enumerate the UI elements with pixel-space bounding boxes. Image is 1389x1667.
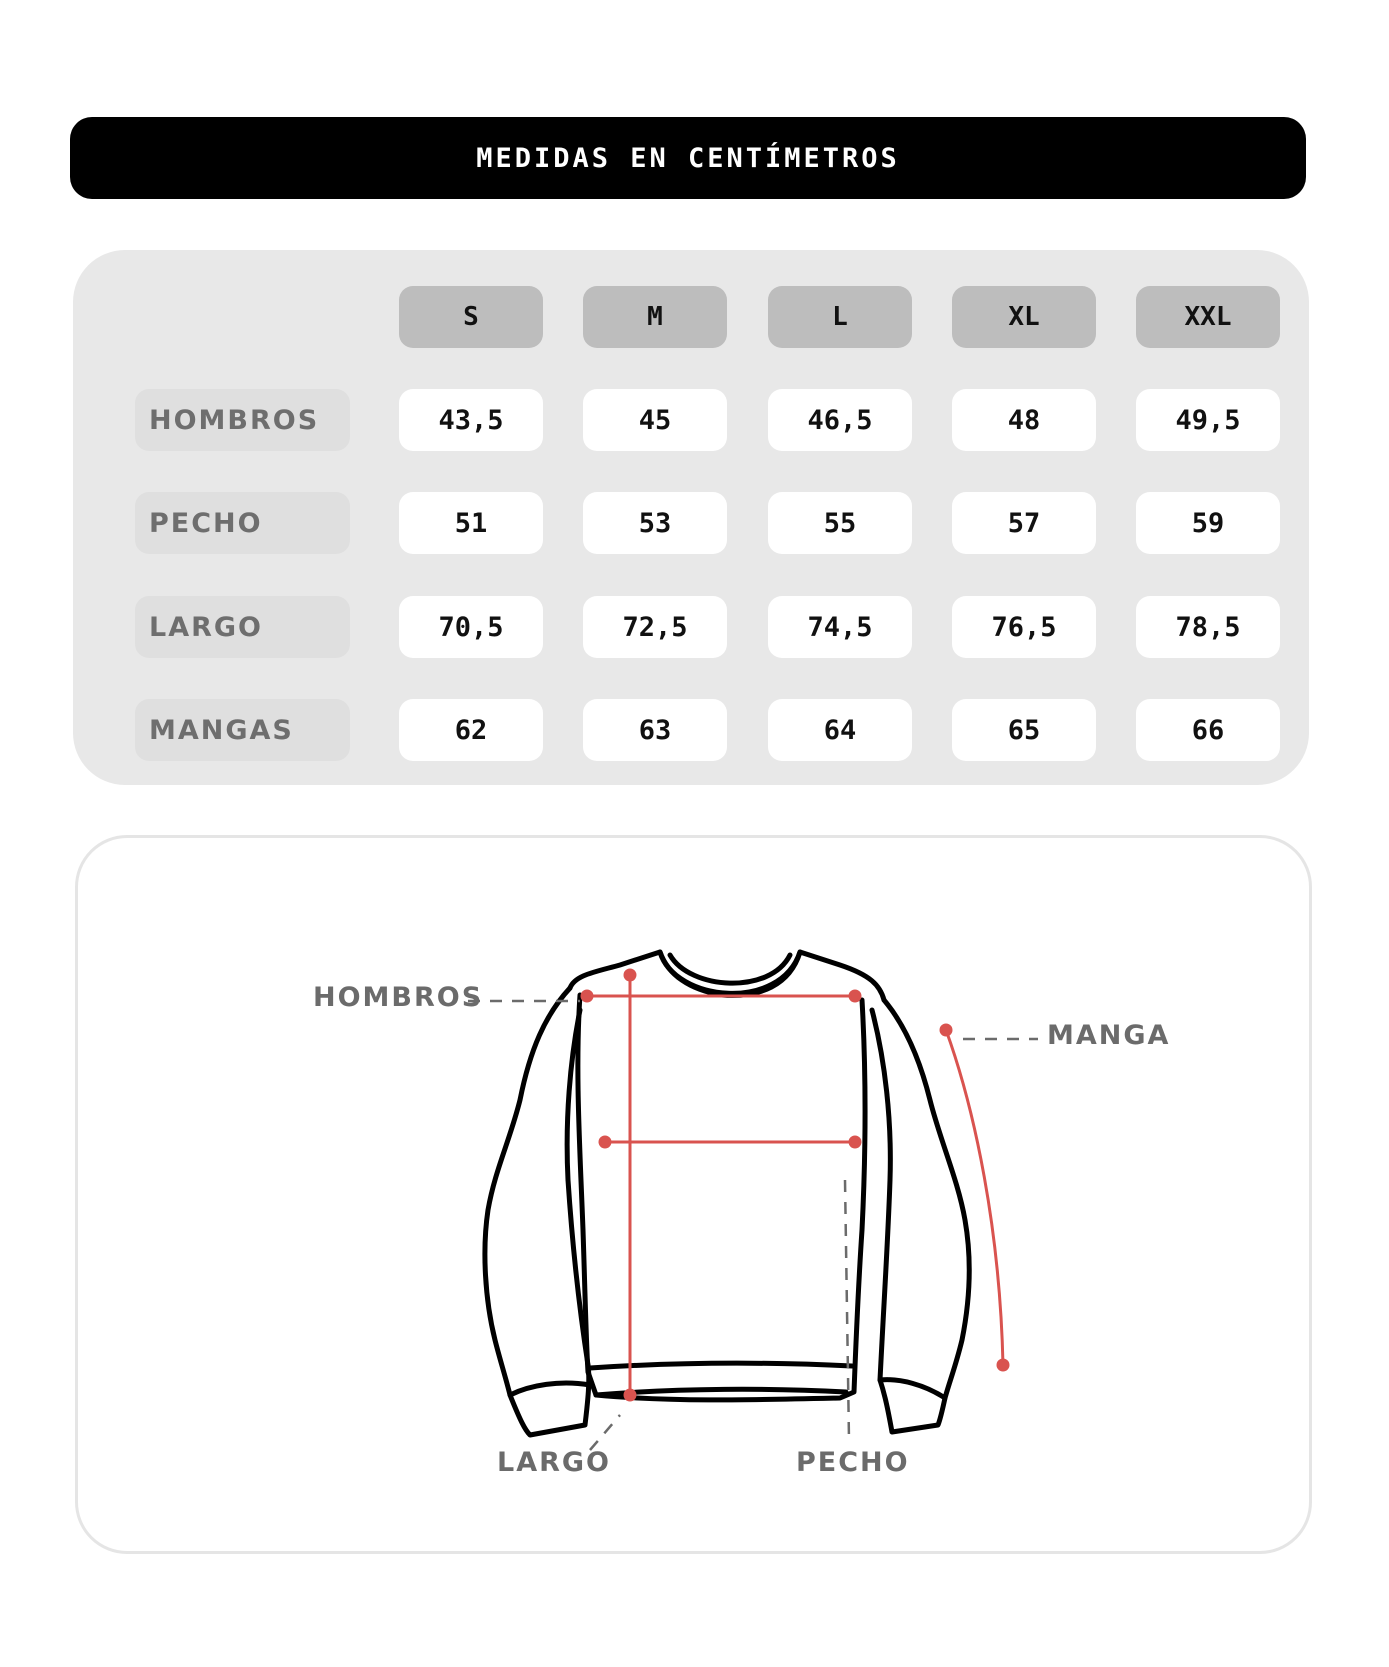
size-header-l: L	[768, 286, 912, 348]
table-cell: 45	[583, 389, 727, 451]
table-cell: 74,5	[768, 596, 912, 658]
diagram-label-largo: LARGO	[497, 1447, 612, 1478]
table-cell: 48	[952, 389, 1096, 451]
table-cell: 78,5	[1136, 596, 1280, 658]
table-cell: 76,5	[952, 596, 1096, 658]
table-cell: 72,5	[583, 596, 727, 658]
diagram-label-hombros: HOMBROS	[313, 982, 484, 1013]
page-title: MEDIDAS EN CENTÍMETROS	[70, 117, 1306, 199]
size-header-xl: XL	[952, 286, 1096, 348]
table-cell: 59	[1136, 492, 1280, 554]
diagram-label-pecho: PECHO	[796, 1447, 910, 1478]
table-cell: 55	[768, 492, 912, 554]
table-cell: 53	[583, 492, 727, 554]
table-cell: 64	[768, 699, 912, 761]
row-label-pecho: PECHO	[135, 492, 350, 554]
size-header-xxl: XXL	[1136, 286, 1280, 348]
table-cell: 57	[952, 492, 1096, 554]
table-cell: 63	[583, 699, 727, 761]
table-cell: 43,5	[399, 389, 543, 451]
table-cell: 49,5	[1136, 389, 1280, 451]
row-label-hombros: HOMBROS	[135, 389, 350, 451]
table-cell: 62	[399, 699, 543, 761]
row-label-largo: LARGO	[135, 596, 350, 658]
table-cell: 46,5	[768, 389, 912, 451]
table-cell: 70,5	[399, 596, 543, 658]
size-header-s: S	[399, 286, 543, 348]
table-cell: 65	[952, 699, 1096, 761]
diagram-label-manga: MANGA	[1047, 1020, 1171, 1051]
size-header-m: M	[583, 286, 727, 348]
table-cell: 66	[1136, 699, 1280, 761]
table-cell: 51	[399, 492, 543, 554]
row-label-mangas: MANGAS	[135, 699, 350, 761]
